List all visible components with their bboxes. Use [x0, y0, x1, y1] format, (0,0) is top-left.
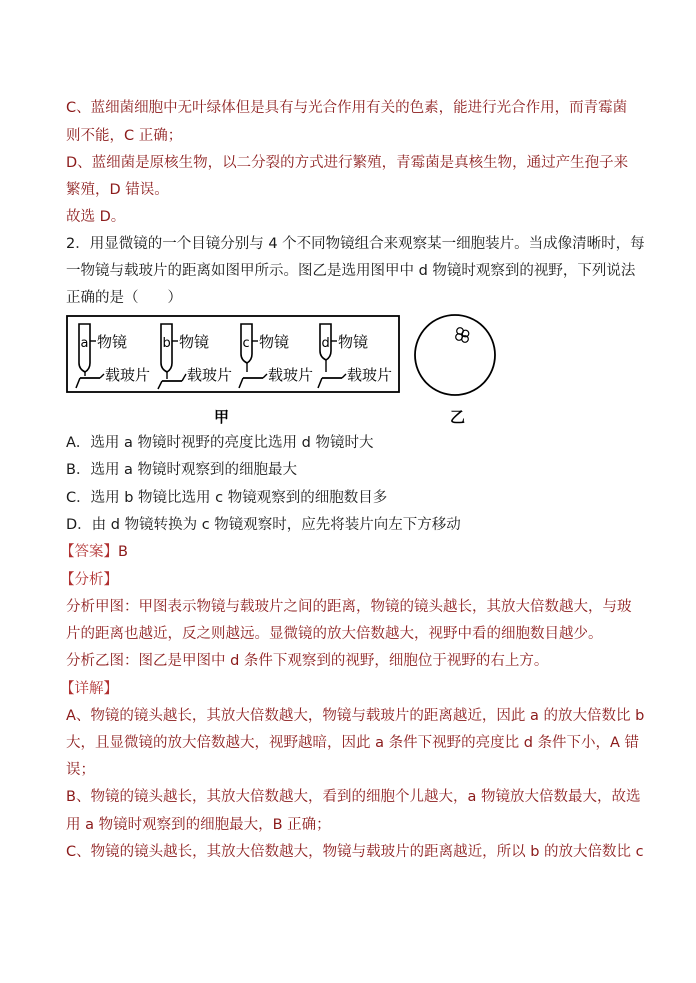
solution-line-d2: 繁殖，D 错误。 [66, 182, 169, 198]
lens-label: 物镜 [338, 333, 369, 351]
detail-c-line1: C、物镜的镜头越长，其放大倍数越大，物镜与载玻片的距离越近，所以 b 的放大倍数比 c [66, 844, 644, 860]
microscope-figure [0, 308, 696, 428]
analysis-yi-line1: 分析乙图：图乙是甲图中 d 条件下观察到的视野，细胞位于视野的右上方。 [66, 653, 549, 669]
analysis-jia-line1: 分析甲图：甲图表示物镜与载玻片之间的距离，物镜的镜头越长，其放大倍数越大，与玻 [66, 599, 632, 615]
answer-tag: 【答案】 [60, 544, 118, 560]
solution-choose: 故选 D。 [66, 209, 126, 225]
option-c: C．选用 b 物镜比选用 c 物镜观察到的细胞数目多 [66, 490, 388, 506]
option-a: A．选用 a 物镜时视野的亮度比选用 d 物镜时大 [66, 435, 374, 451]
answer-value: B [118, 544, 128, 560]
question-stem-line2: 一物镜与载玻片的距离如图甲所示。图乙是选用图甲中 d 物镜时观察到的视野，下列说法 [66, 263, 636, 279]
solution-line-c1: C、蓝细菌细胞中无叶绿体但是具有与光合作用有关的色素，能进行光合作用，而青霉菌 [66, 100, 628, 116]
lens-letter: d [321, 336, 330, 351]
analysis-tag: 【分析】 [60, 572, 118, 588]
objective-lens-a [76, 324, 150, 388]
option-d: D．由 d 物镜转换为 c 物镜观察时，应先将装片向左下方移动 [66, 517, 461, 533]
detail-a-line1: A、物镜的镜头越长，其放大倍数越大，物镜与载玻片的距离越近，因此 a 的放大倍数比 b [66, 708, 645, 724]
objective-lens-d [318, 324, 392, 388]
figure-label-yi: 乙 [450, 408, 466, 426]
cells-cluster [456, 328, 469, 343]
detail-b-line2: 用 a 物镜时观察到的细胞最大，B 正确； [66, 817, 331, 833]
objective-lens-b [158, 324, 232, 389]
objective-lens-c [239, 324, 313, 388]
slide-label: 载玻片 [187, 366, 233, 384]
solution-line-d1: D、蓝细菌是原核生物，以二分裂的方式进行繁殖，青霉菌是真核生物，通过产生孢子来 [66, 155, 629, 171]
lens-label: 物镜 [179, 333, 210, 351]
detail-tag: 【详解】 [60, 681, 118, 697]
lens-letter: c [242, 336, 250, 351]
detail-b-line1: B、物镜的镜头越长，其放大倍数越大，看到的细胞个儿越大，a 物镜放大倍数最大，故选 [66, 789, 641, 805]
question-stem-line3: 正确的是（ ） [66, 290, 182, 306]
question-stem-line1: 2．用显微镜的一个目镜分别与 4 个不同物镜组合来观察某一细胞装片。当成像清晰时，每 [66, 236, 645, 252]
field-of-view-circle [415, 315, 495, 395]
figure-label-jia: 甲 [214, 408, 230, 426]
slide-label: 载玻片 [268, 366, 314, 384]
detail-a-line3: 误； [66, 762, 95, 778]
solution-line-c2: 则不能，C 正确； [66, 128, 183, 144]
lens-label: 物镜 [259, 333, 290, 351]
answer-line [60, 542, 128, 562]
option-b: B．选用 a 物镜时观察到的细胞最大 [66, 462, 298, 478]
lens-label: 物镜 [97, 333, 128, 351]
detail-a-line2: 大，且显微镜的放大倍数越大，视野越暗，因此 a 条件下视野的亮度比 d 条件下小，A 错 [66, 735, 640, 751]
slide-label: 载玻片 [347, 366, 393, 384]
slide-label: 载玻片 [105, 366, 151, 384]
lens-letter: b [162, 336, 171, 351]
analysis-jia-line2: 片的距离也越近，反之则越远。显微镜的放大倍数越大，视野中看的细胞数目越少。 [66, 626, 603, 642]
lens-letter: a [80, 336, 89, 351]
